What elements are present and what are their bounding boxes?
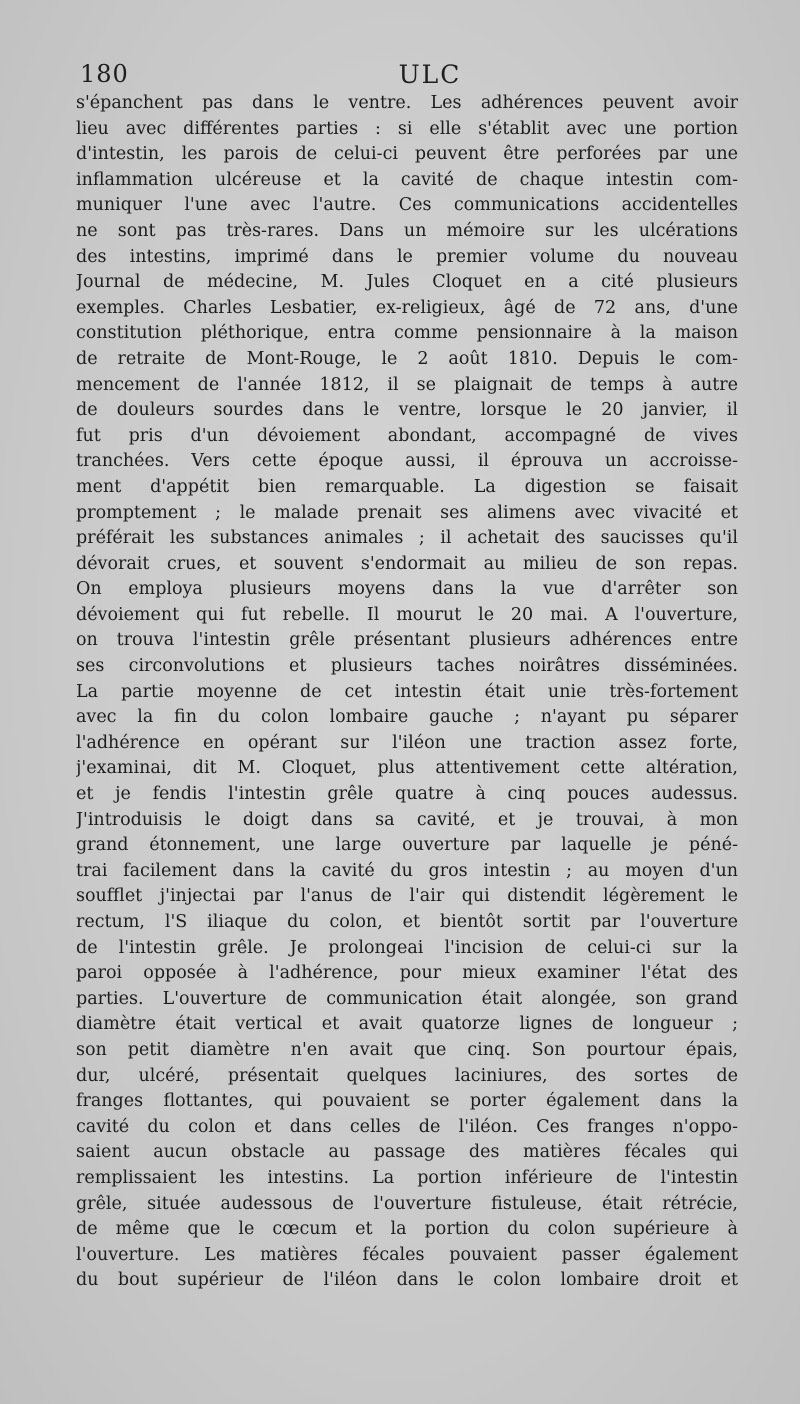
text-line: fut pris d'un dévoiement abondant, accompagné de vives: [76, 425, 738, 446]
text-line: J'introduisis le doigt dans sa cavité, et je trouvai, à mon: [76, 809, 738, 830]
text-line: j'examinai, dit M. Cloquet, plus attentivement cette altération,: [76, 758, 738, 779]
text-line: avec la fin du colon lombaire gauche ; n'ayant pu séparer: [76, 707, 738, 728]
body-text: [76, 91, 738, 1294]
text-line: dur, ulcéré, présentait quelques laciniures, des sortes de: [76, 1065, 738, 1086]
text-line: dévorait crues, et souvent s'endormait au milieu de son repas.: [76, 553, 738, 574]
text-line: préférait les substances animales ; il achetait des saucisses qu'il: [76, 528, 738, 549]
text-line: l'ouverture. Les matières fécales pouvaient passer également: [76, 1244, 738, 1265]
text-line: s'épanchent pas dans le ventre. Les adhérences peuvent avoir: [76, 93, 738, 113]
text-line: On employa plusieurs moyens dans la vue d'arrêter son: [76, 579, 738, 600]
text-line: de douleurs sourdes dans le ventre, lorsque le 20 janvier, il: [76, 400, 738, 421]
text-line: paroi opposée à l'adhérence, pour mieux examiner l'état des: [76, 963, 738, 984]
text-line: remplissaient les intestins. La portion inférieure de l'intestin: [76, 1167, 738, 1188]
text-line: de même que le cœcum et la portion du colon supérieure à: [76, 1219, 738, 1240]
text-line: du bout supérieur de l'iléon dans le colon lombaire droit et: [76, 1270, 738, 1291]
text-line: La partie moyenne de cet intestin était unie très-fortement: [76, 681, 738, 702]
text-line: dévoiement qui fut rebelle. Il mourut le 20 mai. A l'ouverture,: [76, 604, 738, 625]
text-line: d'intestin, les parois de celui-ci peuvent être perforées par une: [76, 144, 738, 165]
text-line: de retraite de Mont-Rouge, le 2 août 1810. Depuis le com-: [76, 348, 738, 369]
text-line: on trouva l'intestin grêle présentant plusieurs adhérences entre: [76, 630, 738, 651]
text-line: mencement de l'année 1812, il se plaignait de temps à autre: [76, 374, 738, 395]
text-line: tranchées. Vers cette époque aussi, il éprouva un accroisse-: [76, 451, 738, 472]
text-line: franges flottantes, qui pouvaient se porter également dans la: [76, 1091, 738, 1112]
text-line: Journal de médecine, M. Jules Cloquet en a cité plusieurs: [76, 272, 738, 293]
text-line: ne sont pas très-rares. Dans un mémoire sur les ulcérations: [76, 220, 738, 241]
text-line: l'adhérence en opérant sur l'iléon une traction assez forte,: [76, 732, 738, 753]
running-head: [80, 60, 740, 90]
text-line: ment d'appétit bien remarquable. La digestion se faisait: [76, 476, 738, 497]
text-line: soufflet j'injectai par l'anus de l'air qui distendit légèrement le: [76, 886, 738, 907]
text-line: constitution pléthorique, entra comme pensionnaire à la maison: [76, 323, 738, 344]
text-line: son petit diamètre n'en avait que cinq. Son pourtour épais,: [76, 1039, 738, 1060]
text-line: muniquer l'une avec l'autre. Ces communications accidentelles: [76, 195, 738, 216]
text-line: de l'intestin grêle. Je prolongeai l'incision de celui-ci sur la: [76, 937, 738, 958]
text-line: et je fendis l'intestin grêle quatre à cinq pouces audessus.: [76, 784, 738, 805]
text-line: inflammation ulcéreuse et la cavité de chaque intestin com-: [76, 169, 738, 190]
text-line: cavité du colon et dans celles de l'iléon. Ces franges n'oppo-: [76, 1116, 738, 1137]
text-line: grand étonnement, une large ouverture par laquelle je péné-: [76, 835, 738, 856]
text-line: des intestins, imprimé dans le premier volume du nouveau: [76, 246, 738, 267]
text-line: parties. L'ouverture de communication était alongée, son grand: [76, 988, 738, 1009]
running-headword: ULC: [398, 60, 462, 89]
text-line: ses circonvolutions et plusieurs taches noirâtres disséminées.: [76, 656, 738, 677]
text-line: rectum, l'S iliaque du colon, et bientôt sortit par l'ouverture: [76, 912, 738, 932]
text-line: exemples. Charles Lesbatier, ex-religieux, âgé de 72 ans, d'une: [76, 297, 738, 318]
text-line: saient aucun obstacle au passage des matières fécales qui: [76, 1142, 738, 1163]
text-line: trai facilement dans la cavité du gros intestin ; au moyen d'un: [76, 860, 738, 881]
text-line: grêle, située audessous de l'ouverture fistuleuse, était rétrécie,: [76, 1193, 738, 1214]
text-line: lieu avec différentes parties : si elle s'établit avec une portion: [76, 118, 738, 139]
text-line: promptement ; le malade prenait ses alimens avec vivacité et: [76, 502, 738, 523]
page-number: 180: [80, 60, 129, 88]
text-line: diamètre était vertical et avait quatorze lignes de longueur ;: [76, 1014, 738, 1035]
